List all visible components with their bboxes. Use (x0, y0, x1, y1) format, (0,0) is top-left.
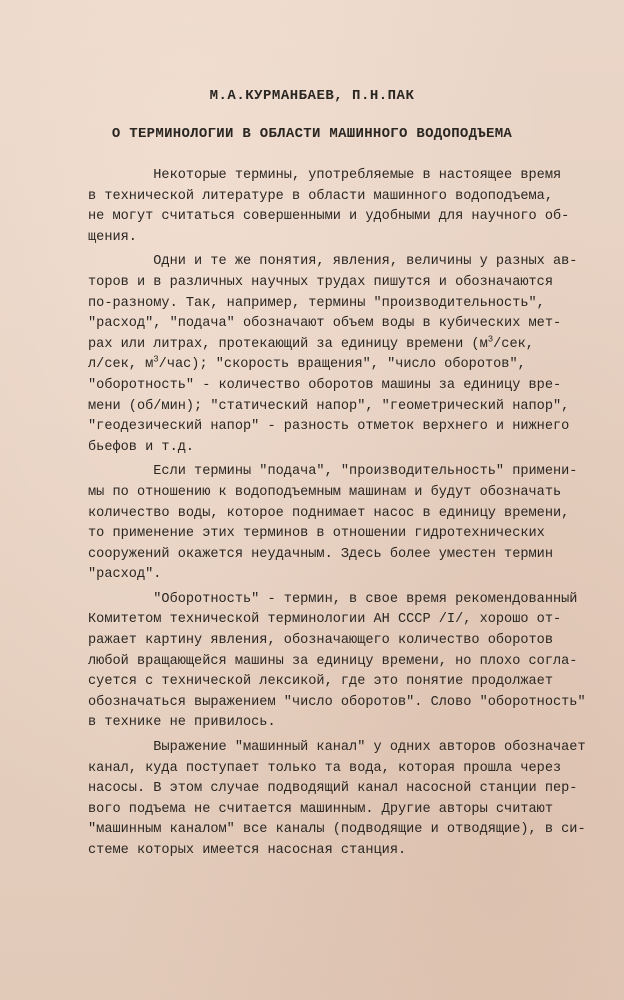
text-line: Некоторые термины, употребляемые в настоящее время (88, 168, 562, 183)
text-line: обозначаться выражением "число оборотов". Слово "оборотность" (88, 694, 586, 710)
text-fragment: /час); "скорость вращения", "число оборотов", (158, 357, 526, 373)
text-line: вого подъема не считается машинным. Другие авторы считают (88, 801, 553, 817)
text-line: "расход". (88, 567, 162, 583)
text-line: канал, куда поступает только та вода, которая прошла через (88, 760, 562, 776)
paragraph-4 (88, 590, 598, 734)
text-line (88, 355, 598, 376)
text-line: стеме которых имеется насосная станция. (88, 843, 407, 858)
text-line: Если термины "подача", "производительность" примени- (88, 464, 578, 480)
superscript: 3 (153, 354, 159, 365)
text-line (88, 335, 598, 356)
text-line: то применение этих терминов в отношении гидротехнических (88, 526, 545, 542)
text-line: сооружений окажется неудачным. Здесь более уместен термин (88, 546, 553, 562)
text-line: по-разному. Так, например, термины "производительность", (88, 295, 545, 311)
paragraph-3 (88, 462, 598, 586)
text-fragment: рах или литрах, протекающий за единицу времени (м (88, 336, 488, 352)
text-line: Выражение "машинный канал" у одних авторов обозначает (88, 740, 586, 756)
paragraph-5 (88, 738, 598, 862)
text-line: количество воды, которое поднимает насос в единицу времени, (88, 505, 570, 521)
text-line: мы по отношению к водоподъемным машинам и будут обозначать (88, 484, 562, 500)
text-line: "Оборотность" - термин, в свое время рекомендованный (88, 591, 578, 607)
paragraph-1 (88, 166, 598, 248)
text-line: "оборотность" - количество оборотов машины за единицу вре- (88, 377, 562, 393)
text-line: "геодезический напор" - разность отметок верхнего и нижнего (88, 419, 570, 435)
text-line: Одни и те же понятия, явления, величины у разных ав- (88, 254, 578, 270)
text-line: в технике не привилось. (88, 715, 276, 731)
text-line: щения. (88, 229, 137, 245)
article-body (88, 166, 598, 862)
text-line: бьефов и т.д. (88, 439, 195, 455)
paragraph-2 (88, 252, 598, 458)
text-line: ражает картину явления, обозначающего количество оборотов (88, 633, 553, 649)
text-line: торов и в различных научных трудах пишутся и обозначаются (88, 274, 553, 290)
superscript: 3 (487, 334, 494, 345)
authors-heading: М.А.КУРМАНБАЕВ, П.Н.ПАК (209, 88, 415, 104)
text-line: "машинным каналом" все каналы (подводящие и отводящие), в си- (88, 822, 586, 838)
text-fragment: /сек, (493, 336, 534, 352)
text-line: суется с технической лексикой, где это понятие продолжает (88, 674, 553, 690)
text-line: мени (об/мин); "статический напор", "геометрический напор", (88, 398, 570, 414)
text-line: любой вращающейся машины за единицу времени, но плохо согла- (88, 653, 578, 669)
text-line: насосы. В этом случае подводящий канал насосной станции пер- (88, 781, 578, 797)
text-line: в технической литературе в области машинного водоподъема, (88, 188, 553, 204)
text-line: не могут считаться совершенными и удобными для научного об- (88, 209, 570, 225)
text-line: "расход", "подача" обозначают объем воды в кубических мет- (88, 316, 562, 332)
text-fragment: л/сек, м (88, 357, 154, 373)
article-title: О ТЕРМИНОЛОГИИ В ОБЛАСТИ МАШИННОГО ВОДОПОДЪЕМА (111, 126, 513, 142)
text-line: Комитетом технической терминологии АН СССР /I/, хорошо от- (88, 612, 562, 628)
